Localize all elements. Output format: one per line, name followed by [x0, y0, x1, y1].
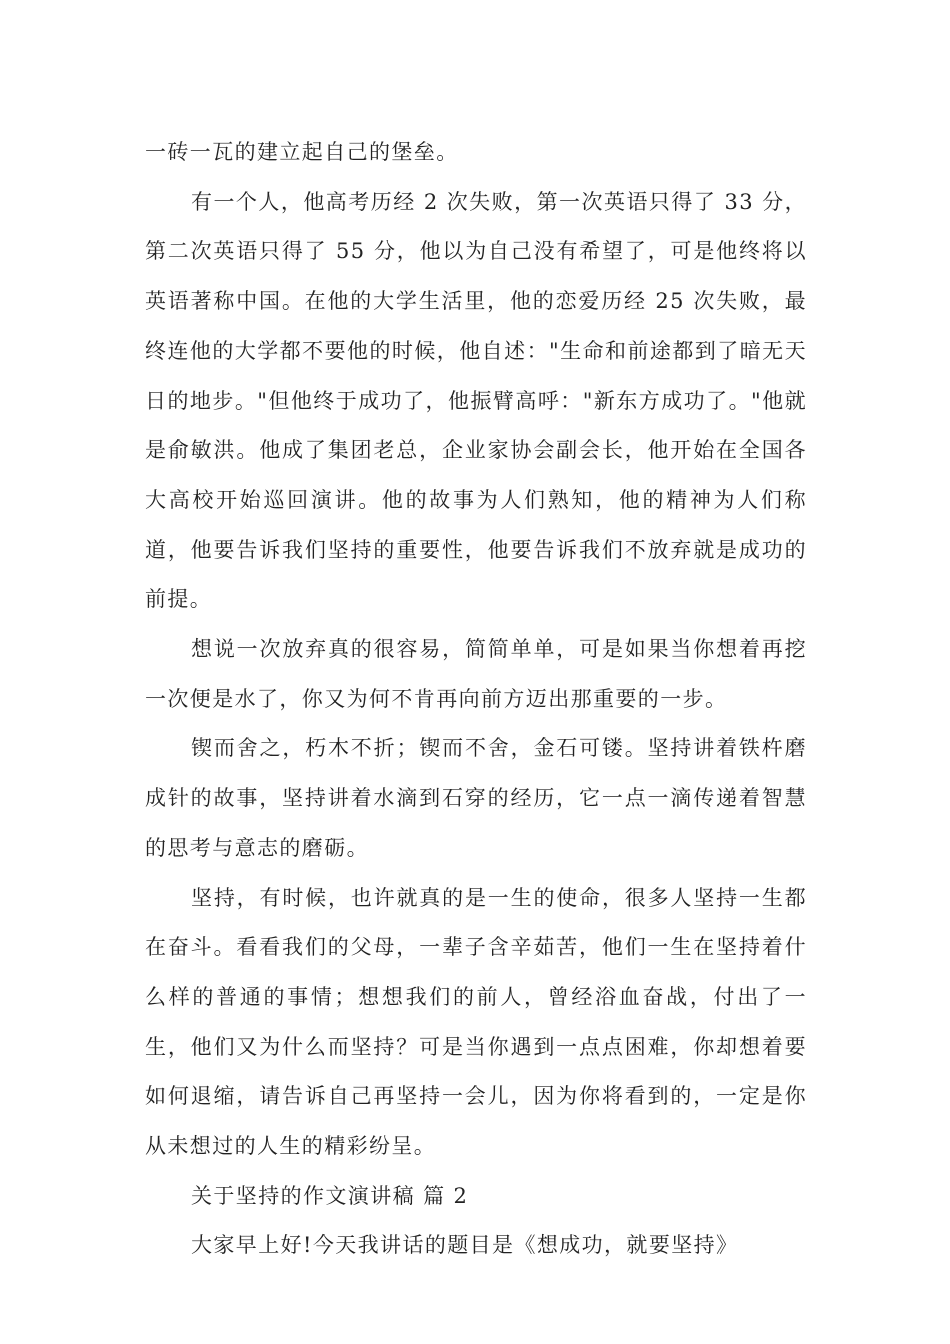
document-body — [145, 128, 807, 1271]
paragraph-speech-opening: 大家早上好!今天我讲话的题目是《想成功，就要坚持》 — [191, 1233, 739, 1258]
paragraph-lifelong-mission: 坚持，有时候，也许就真的是一生的使命，很多人坚持一生都在奋斗。看看我们的父母，一辈子含辛茹苦，他们一生在坚持着什么样的普通的事情；想想我们的前人，曾经浴血奋战，付出了一生，他们又为什么而坚持？可是当你遇到一点点困难，你却想着要如何退缩，请告诉自己再坚持一会儿，因为你将看到的，一定是你从未想过的人生的精彩纷呈。 — [145, 885, 807, 1159]
section-heading: 关于坚持的作文演讲稿 篇 2 — [191, 1183, 469, 1208]
paragraph-giving-up: 想说一次放弃真的很容易，简简单单，可是如果当你想着再挖一次便是水了，你又为何不肯再向前方迈出那重要的一步。 — [145, 637, 807, 711]
paragraph-yu-minhong-story: 有一个人，他高考历经 2 次失败，第一次英语只得了 33 分，第二次英语只得了 55 分，他以为自己没有希望了，可是他终将以英语著称中国。在他的大学生活里，他的恋爱历经 25 次失败，最终连他的大学都不要他的时候，他自述："生命和前途都到了暗无天日的地步。"但他终于成功了，他振臂高呼："新东方成功了。"他就是俞敏洪。他成了集团老总，企业家协会副会长，他开始在全国各大高校开始巡回演讲。他的故事为人们熟知，他的精神为人们称道，他要告诉我们坚持的重要性，他要告诉我们不放弃就是成功的前提。 — [145, 189, 807, 612]
paragraph-proverb: 锲而舍之，朽木不折；锲而不舍，金石可镂。坚持讲着铁杵磨成针的故事，坚持讲着水滴到石穿的经历，它一点一滴传递着智慧的思考与意志的磨砺。 — [145, 736, 807, 860]
paragraph-continuation: 一砖一瓦的建立起自己的堡垒。 — [145, 140, 459, 164]
